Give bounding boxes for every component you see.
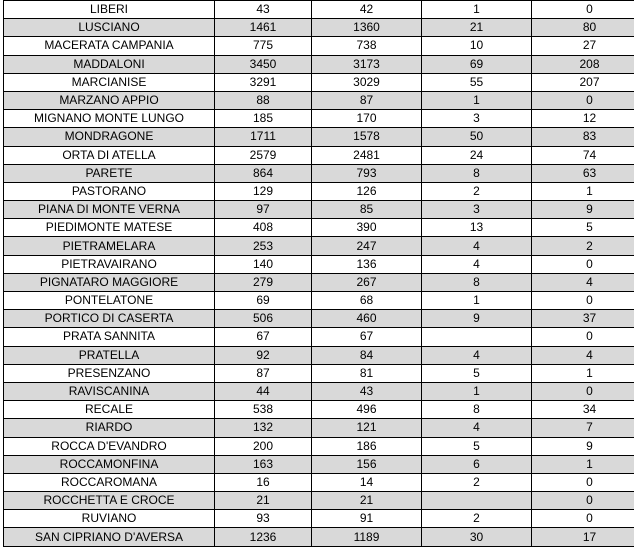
value-col4-cell: 27 — [532, 37, 634, 55]
value-col1-cell: 129 — [215, 182, 312, 200]
value-col3-cell: 69 — [422, 55, 532, 73]
value-col3-cell: 9 — [422, 310, 532, 328]
value-col2-cell: 738 — [312, 37, 422, 55]
table-row — [4, 382, 634, 400]
table-row — [4, 19, 634, 37]
value-col1-cell: 3291 — [215, 73, 312, 91]
value-col2-cell: 91 — [312, 510, 422, 528]
value-col4-cell: 4 — [532, 346, 634, 364]
value-col4-cell: 80 — [532, 19, 634, 37]
value-col3-cell: 1 — [422, 292, 532, 310]
municipality-name-cell: ORTA DI ATELLA — [4, 146, 215, 164]
value-col4-cell: 34 — [532, 401, 634, 419]
municipality-name-cell: PIEDIMONTE MATESE — [4, 219, 215, 237]
value-col4-cell: 0 — [532, 255, 634, 273]
table-row — [4, 128, 634, 146]
value-col4-cell: 7 — [532, 419, 634, 437]
table-body — [4, 1, 634, 547]
value-col1-cell: 408 — [215, 219, 312, 237]
value-col3-cell: 4 — [422, 419, 532, 437]
value-col1-cell: 140 — [215, 255, 312, 273]
municipality-name-cell: LIBERI — [4, 1, 215, 19]
value-col1-cell: 69 — [215, 292, 312, 310]
value-col4-cell: 0 — [532, 510, 634, 528]
table-row — [4, 37, 634, 55]
value-col4-cell: 207 — [532, 73, 634, 91]
table-row — [4, 110, 634, 128]
value-col3-cell: 4 — [422, 237, 532, 255]
municipality-name-cell: PIGNATARO MAGGIORE — [4, 273, 215, 291]
value-col2-cell: 1189 — [312, 528, 422, 546]
value-col2-cell: 14 — [312, 473, 422, 491]
municipality-name-cell: ROCCA D'EVANDRO — [4, 437, 215, 455]
value-col2-cell: 2481 — [312, 146, 422, 164]
value-col2-cell: 126 — [312, 182, 422, 200]
table-row — [4, 437, 634, 455]
table-row — [4, 164, 634, 182]
value-col3-cell: 2 — [422, 510, 532, 528]
value-col4-cell: 0 — [532, 1, 634, 19]
value-col2-cell: 3173 — [312, 55, 422, 73]
value-col1-cell: 864 — [215, 164, 312, 182]
municipality-name-cell: PASTORANO — [4, 182, 215, 200]
value-col1-cell: 92 — [215, 346, 312, 364]
municipality-name-cell: PRATELLA — [4, 346, 215, 364]
value-col2-cell: 136 — [312, 255, 422, 273]
municipality-name-cell: PIANA DI MONTE VERNA — [4, 201, 215, 219]
value-col3-cell: 5 — [422, 364, 532, 382]
table-row — [4, 364, 634, 382]
value-col4-cell: 17 — [532, 528, 634, 546]
value-col1-cell: 775 — [215, 37, 312, 55]
value-col2-cell: 67 — [312, 328, 422, 346]
value-col3-cell: 6 — [422, 455, 532, 473]
table-row — [4, 201, 634, 219]
municipality-name-cell: RECALE — [4, 401, 215, 419]
value-col2-cell: 390 — [312, 219, 422, 237]
table-row — [4, 292, 634, 310]
municipality-name-cell: ROCCAROMANA — [4, 473, 215, 491]
municipality-name-cell: RIARDO — [4, 419, 215, 437]
municipality-name-cell: PONTELATONE — [4, 292, 215, 310]
value-col1-cell: 506 — [215, 310, 312, 328]
value-col4-cell: 9 — [532, 437, 634, 455]
value-col3-cell: 2 — [422, 182, 532, 200]
value-col1-cell: 67 — [215, 328, 312, 346]
value-col3-cell: 21 — [422, 19, 532, 37]
municipality-name-cell: RUVIANO — [4, 510, 215, 528]
value-col3-cell: 10 — [422, 37, 532, 55]
value-col2-cell: 3029 — [312, 73, 422, 91]
value-col2-cell: 1578 — [312, 128, 422, 146]
value-col2-cell: 85 — [312, 201, 422, 219]
value-col1-cell: 44 — [215, 382, 312, 400]
municipality-name-cell: PIETRAMELARA — [4, 237, 215, 255]
value-col1-cell: 3450 — [215, 55, 312, 73]
table-row — [4, 237, 634, 255]
value-col1-cell: 185 — [215, 110, 312, 128]
value-col2-cell: 1360 — [312, 19, 422, 37]
value-col3-cell: 1 — [422, 382, 532, 400]
value-col1-cell: 1711 — [215, 128, 312, 146]
value-col2-cell: 186 — [312, 437, 422, 455]
value-col4-cell: 0 — [532, 292, 634, 310]
table-row — [4, 473, 634, 491]
municipality-name-cell: MARZANO APPIO — [4, 91, 215, 109]
municipality-name-cell: PORTICO DI CASERTA — [4, 310, 215, 328]
value-col3-cell: 4 — [422, 346, 532, 364]
municipality-name-cell: SAN CIPRIANO D'AVERSA — [4, 528, 215, 546]
table-row — [4, 73, 634, 91]
value-col3-cell: 2 — [422, 473, 532, 491]
value-col2-cell: 84 — [312, 346, 422, 364]
value-col4-cell: 1 — [532, 364, 634, 382]
value-col4-cell: 37 — [532, 310, 634, 328]
value-col3-cell — [422, 328, 532, 346]
value-col4-cell: 5 — [532, 219, 634, 237]
table-row — [4, 273, 634, 291]
value-col1-cell: 97 — [215, 201, 312, 219]
municipality-name-cell: MACERATA CAMPANIA — [4, 37, 215, 55]
value-col4-cell: 63 — [532, 164, 634, 182]
municipality-name-cell: PARETE — [4, 164, 215, 182]
value-col2-cell: 156 — [312, 455, 422, 473]
value-col2-cell: 87 — [312, 91, 422, 109]
municipality-name-cell: MADDALONI — [4, 55, 215, 73]
table-row — [4, 492, 634, 510]
value-col4-cell: 4 — [532, 273, 634, 291]
value-col2-cell: 21 — [312, 492, 422, 510]
municipality-name-cell: PIETRAVAIRANO — [4, 255, 215, 273]
table-row — [4, 146, 634, 164]
municipality-name-cell: PRESENZANO — [4, 364, 215, 382]
municipality-table — [3, 0, 634, 547]
value-col1-cell: 538 — [215, 401, 312, 419]
value-col1-cell: 2579 — [215, 146, 312, 164]
value-col1-cell: 279 — [215, 273, 312, 291]
value-col3-cell — [422, 492, 532, 510]
municipality-name-cell: MARCIANISE — [4, 73, 215, 91]
value-col4-cell: 9 — [532, 201, 634, 219]
value-col1-cell: 87 — [215, 364, 312, 382]
municipality-name-cell: MONDRAGONE — [4, 128, 215, 146]
municipality-name-cell: MIGNANO MONTE LUNGO — [4, 110, 215, 128]
value-col3-cell: 3 — [422, 110, 532, 128]
value-col4-cell: 2 — [532, 237, 634, 255]
value-col2-cell: 68 — [312, 292, 422, 310]
value-col4-cell: 74 — [532, 146, 634, 164]
value-col2-cell: 81 — [312, 364, 422, 382]
value-col4-cell: 1 — [532, 182, 634, 200]
value-col3-cell: 5 — [422, 437, 532, 455]
value-col2-cell: 247 — [312, 237, 422, 255]
value-col4-cell: 0 — [532, 91, 634, 109]
municipality-name-cell: ROCCHETTA E CROCE — [4, 492, 215, 510]
value-col3-cell: 50 — [422, 128, 532, 146]
value-col1-cell: 16 — [215, 473, 312, 491]
table-row — [4, 255, 634, 273]
value-col3-cell: 30 — [422, 528, 532, 546]
value-col2-cell: 496 — [312, 401, 422, 419]
value-col4-cell: 0 — [532, 473, 634, 491]
table-row — [4, 1, 634, 19]
municipality-name-cell: PRATA SANNITA — [4, 328, 215, 346]
value-col4-cell: 1 — [532, 455, 634, 473]
table-row — [4, 455, 634, 473]
table-row — [4, 182, 634, 200]
value-col1-cell: 88 — [215, 91, 312, 109]
table-row — [4, 346, 634, 364]
value-col4-cell: 0 — [532, 328, 634, 346]
value-col3-cell: 55 — [422, 73, 532, 91]
table-row — [4, 528, 634, 546]
value-col1-cell: 132 — [215, 419, 312, 437]
value-col1-cell: 93 — [215, 510, 312, 528]
value-col1-cell: 21 — [215, 492, 312, 510]
value-col2-cell: 42 — [312, 1, 422, 19]
value-col2-cell: 267 — [312, 273, 422, 291]
value-col3-cell: 1 — [422, 1, 532, 19]
value-col2-cell: 460 — [312, 310, 422, 328]
table-row — [4, 328, 634, 346]
value-col4-cell: 0 — [532, 382, 634, 400]
value-col4-cell: 12 — [532, 110, 634, 128]
value-col2-cell: 170 — [312, 110, 422, 128]
value-col3-cell: 8 — [422, 401, 532, 419]
table-row — [4, 219, 634, 237]
value-col1-cell: 43 — [215, 1, 312, 19]
value-col4-cell: 83 — [532, 128, 634, 146]
value-col3-cell: 1 — [422, 91, 532, 109]
table-row — [4, 510, 634, 528]
value-col1-cell: 163 — [215, 455, 312, 473]
table-row — [4, 91, 634, 109]
municipality-name-cell: RAVISCANINA — [4, 382, 215, 400]
table-row — [4, 401, 634, 419]
table-row — [4, 310, 634, 328]
value-col1-cell: 253 — [215, 237, 312, 255]
municipality-name-cell: LUSCIANO — [4, 19, 215, 37]
value-col2-cell: 793 — [312, 164, 422, 182]
value-col1-cell: 200 — [215, 437, 312, 455]
value-col3-cell: 3 — [422, 201, 532, 219]
value-col2-cell: 43 — [312, 382, 422, 400]
value-col3-cell: 4 — [422, 255, 532, 273]
value-col2-cell: 121 — [312, 419, 422, 437]
table-row — [4, 419, 634, 437]
value-col3-cell: 13 — [422, 219, 532, 237]
value-col4-cell: 208 — [532, 55, 634, 73]
municipality-name-cell: ROCCAMONFINA — [4, 455, 215, 473]
value-col1-cell: 1461 — [215, 19, 312, 37]
table-row — [4, 55, 634, 73]
value-col3-cell: 24 — [422, 146, 532, 164]
value-col3-cell: 8 — [422, 164, 532, 182]
value-col3-cell: 8 — [422, 273, 532, 291]
value-col1-cell: 1236 — [215, 528, 312, 546]
value-col4-cell: 0 — [532, 492, 634, 510]
